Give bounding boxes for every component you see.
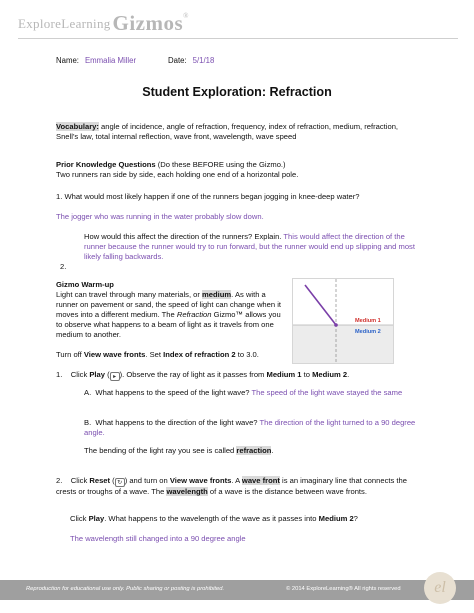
q1b-label: B. (84, 418, 92, 427)
s1-mid: . Observe the ray of light as it passes from (122, 370, 267, 379)
term-refraction: refraction (236, 446, 272, 455)
s2q-click: Click (70, 514, 89, 523)
q1b-answer: The direction of the light turned to a 90 degree angle. (84, 418, 416, 438)
brand-gizmos: Gizmos (112, 11, 184, 35)
warmup-text-c: . As with a runner on pavement or sand, the speed of light can change when it moves into a different medium. The (56, 290, 282, 320)
warmup-instruction (56, 350, 416, 360)
light-beam (305, 285, 336, 325)
instr-text-c: . Set (145, 350, 164, 359)
question-2-marker: 2. (60, 262, 67, 271)
prior-note: (Do these BEFORE using the Gizmo.) (155, 160, 286, 169)
question-1b (84, 232, 418, 262)
section-2-prompt (70, 514, 416, 524)
s1-end: . (347, 370, 350, 379)
s2q-text: . What happens to the wavelength of the wave as it passes into (104, 514, 319, 523)
medium-1-term: Medium 1 (266, 370, 302, 379)
page-title: Student Exploration: Refraction (142, 85, 332, 99)
s1-click: Click (70, 370, 90, 379)
section-1-question: 1. Click Play ( ▸ ). Observe the ray of light as it passes from Medium 1 to Medium 2. (56, 370, 350, 380)
q1a-label: A. (84, 388, 92, 397)
index-of-refraction-2-term: Index of refraction 2 (163, 350, 236, 359)
instr-text-a: Turn off (56, 350, 84, 359)
warmup-heading (56, 280, 288, 290)
footer-disclaimer: Reproduction for educational use only. Public sharing or posting is prohibited. (26, 586, 225, 592)
footer-copyright: © 2014 ExploreLearning® All rights reserved (286, 586, 401, 592)
question-1b-text: How would this affect the direction of the runners? Explain. (84, 232, 284, 241)
s1-to: to (301, 370, 313, 379)
name-label: Name: (56, 56, 79, 65)
registered-mark: ® (183, 12, 189, 20)
play-label: Play (89, 370, 105, 379)
view-wave-fronts-term: View wave fronts (83, 350, 146, 359)
medium-2-term: Medium 2 (312, 370, 348, 379)
term-medium: medium (202, 290, 232, 299)
explorelearning-el-logo: el (424, 572, 456, 604)
question-1: 1. What would most likely happen if one of the runners began jogging in knee-deep water? (56, 192, 360, 201)
bend-text-c: . (271, 446, 274, 455)
q1a-answer: The speed of the light wave stayed the same (251, 388, 403, 397)
brand-explorelearning: ExploreLearning (18, 16, 111, 31)
warmup-paragraph (56, 290, 288, 340)
prior-intro: Two runners ran side by side, each holding one end of a horizontal pole. (56, 170, 299, 179)
view-wave-fronts-term-2: View wave fronts (169, 476, 232, 485)
vocabulary (56, 122, 416, 142)
section-2-number: 2. (56, 476, 63, 485)
term-wave-front: wave front (241, 476, 280, 485)
prior-knowledge-heading (56, 160, 416, 170)
question-1a (84, 388, 418, 398)
s2-p3: is an imaginary line that connects the crests or troughs of a wave. The (56, 476, 407, 496)
q1b-text: What happens to the direction of the light wave? (95, 418, 260, 427)
header-divider (18, 38, 458, 39)
name-value: Emmalia Miller (84, 56, 137, 65)
q1a-text: What happens to the speed of the light wave? (95, 388, 252, 397)
warmup-text-a: Light can travel through many materials, or (56, 290, 203, 299)
reset-icon: ↻ (115, 478, 125, 487)
explorelearning-gizmos-logo (18, 10, 188, 38)
gizmo-name: Refraction (176, 310, 212, 320)
warmup-title: Gizmo Warm-up (56, 280, 114, 289)
medium-2-label: Medium 2 (355, 329, 381, 335)
vocabulary-label: Vocabulary: (56, 122, 99, 131)
prior-heading: Prior Knowledge Questions (56, 160, 156, 169)
bend-text-a: The bending of the light ray you see is called (84, 446, 237, 455)
page-header (18, 10, 458, 34)
question-1b-part (84, 418, 418, 438)
page-footer (0, 580, 474, 600)
answer-1: The jogger who was running in the water probably slow down. (56, 212, 264, 221)
section-2-question: 2. Click Reset ( ↻ ) and turn on View wave fronts. A wave front is an imaginary line that connects the crests or troughs of a wave. The wavelength of a wave is the distance between wave fronts. (56, 476, 407, 496)
section-2-answer: The wavelength still changed into a 90 degree angle (70, 534, 246, 543)
s2-p1: ) and turn on (124, 476, 170, 485)
instr-text-e: to 3.0. (235, 350, 259, 359)
warmup-text-e: Gizmo™ allows you to observe what happens to a beam of light as it travels from one medium to another. (56, 310, 281, 340)
medium-2-term-2: Medium 2 (318, 514, 354, 523)
s2-p2: . A (231, 476, 242, 485)
date-field (168, 56, 214, 66)
reset-label: Reset (89, 476, 111, 485)
name-field (56, 56, 136, 66)
term-wavelength: wavelength (166, 487, 208, 496)
s2-p4: of a wave is the distance between wave fronts. (207, 487, 367, 496)
date-label: Date: (168, 56, 187, 65)
section-1-number: 1. (56, 370, 63, 379)
s2-click: Click (70, 476, 90, 485)
date-value: 5/1/18 (192, 56, 215, 65)
play-label-2: Play (88, 514, 105, 523)
s2q-end: ? (353, 514, 358, 523)
medium-1-label: Medium 1 (355, 318, 381, 324)
vocabulary-text: angle of incidence, angle of refraction, frequency, index of refraction, medium, refraction, Snell’s law, total internal reflection, wave front, wavelength, wave speed (56, 122, 399, 142)
answer-1b: This would affect the direction of the runner because the runner would try to run forward, but the runner would end up slipping and most likely falling backwards. (84, 232, 415, 262)
play-icon: ▸ (110, 372, 120, 381)
incidence-point (334, 323, 338, 327)
bending-statement (84, 446, 418, 456)
